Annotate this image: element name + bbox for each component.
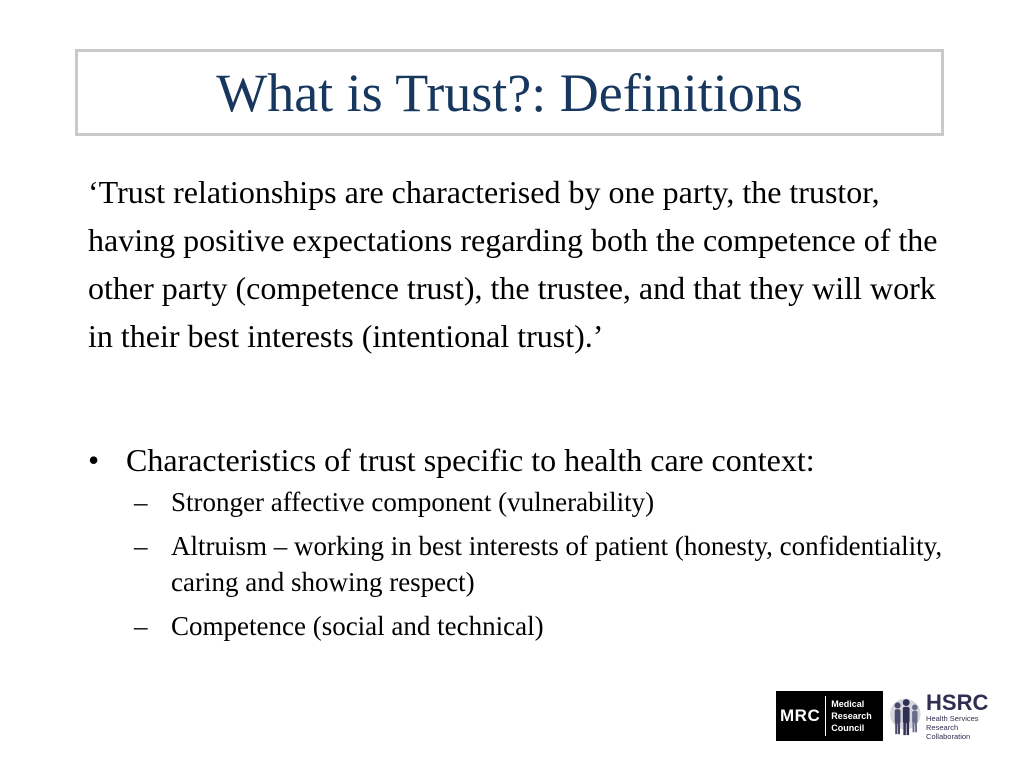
people-figures-icon <box>889 693 923 739</box>
dash-marker: – <box>134 611 148 641</box>
sub-bullet-list <box>126 484 958 644</box>
mrc-logo-abbr: MRC <box>780 696 826 736</box>
mrc-logo-fullname <box>826 698 872 734</box>
bullet-text: Characteristics of trust specific to health care context: <box>126 442 815 478</box>
hsrc-logo-line: Research Collaboration <box>926 722 971 741</box>
hsrc-logo <box>889 689 1001 741</box>
hsrc-logo-text <box>926 689 1001 741</box>
bullet-item <box>88 440 958 644</box>
hsrc-logo-abbr: HSRC <box>926 689 989 715</box>
dash-marker: – <box>134 487 148 517</box>
dash-marker: – <box>134 531 148 561</box>
sub-bullet-item <box>126 528 958 600</box>
trust-definition-quote: ‘Trust relationships are characterised by one party, the trustor, having positive expectations regarding both the competence of the other party (competence trust), the trustee, and that they will work in their best interests (intentional trust).’ <box>88 174 938 354</box>
mrc-logo-line: Research <box>831 711 872 721</box>
mrc-logo-line: Medical <box>831 699 865 709</box>
mrc-logo <box>776 691 883 741</box>
bullet-list <box>88 440 958 652</box>
sub-bullet-text: Altruism – working in best interests of patient (honesty, confidentiality, caring and showing respect) <box>171 531 943 597</box>
sub-bullet-item <box>126 484 958 520</box>
sub-bullet-text: Competence (social and technical) <box>171 611 544 641</box>
bullet-marker: • <box>88 442 100 478</box>
hsrc-logo-line: Health Services <box>926 713 979 723</box>
slide-title: What is Trust?: Definitions <box>216 62 803 123</box>
sub-bullet-text: Stronger affective component (vulnerability) <box>171 487 655 517</box>
mrc-logo-line: Council <box>831 723 865 733</box>
footer-logos <box>776 690 1001 742</box>
sub-bullet-item <box>126 608 958 644</box>
title-box <box>75 49 944 136</box>
